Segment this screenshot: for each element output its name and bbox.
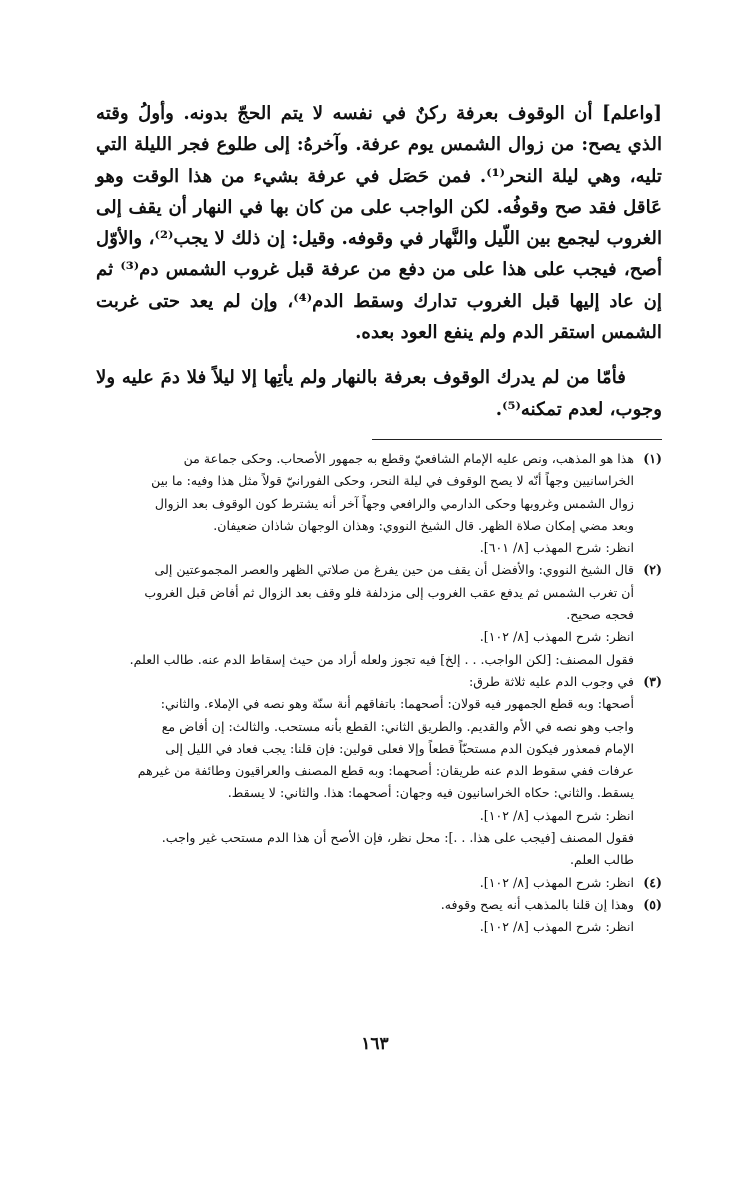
page-number: ١٦٣ [361,1034,389,1054]
footnote-line: عرفات ففي سقوط الدم عنه طريقان: أصحهما: وبه قطع المصنف والعراقيون وطائفة من غيرهم [137,763,634,779]
footnote-number: (٢) [643,562,662,578]
main-text [96,98,662,425]
footnote-line: الإمام فمعذور فيكون الدم مستحبّاً قطعاً وإلا فعلى قولين: فإن قلنا: يجب فعاد في الليل إلى [165,740,634,756]
footnotes [96,448,662,939]
footnote-line: انظر: شرح المهذب [٨/ ١٠٢]. [479,807,634,823]
footnote-line: فقول المصنف: [لكن الواجب. . . إلخ] فيه تجوز ولعله أراد من حيث إسقاط الدم عنه. طالب العلم. [129,651,634,667]
page-content [96,98,662,939]
footnote-line: أن تغرب الشمس ثم يدفع عقب الغروب إلى مزدلفة فلو وقف بعد الزوال ثم أفاض قبل الغروب [144,584,634,600]
footnote-line: انظر: شرح المهذب [٨/ ٦٠١]. [479,540,634,556]
footnote-number: (١) [643,450,662,466]
paragraph-1: [واعلم] أن الوقوف بعرفة ركنٌ في نفسه لا يتم الحجّ بدونه. وأولُ وقته الذي يصح: من زوال الشمس يوم عرفة. وآخرهُ: إلى طلوع فجر الليلة التي تليه، وهي ليلة النحر⁽¹⁾. فمن حَصَل في عرفة بشيء من هذا الوقت وهو عَاقل فقد صح وقوفُه. لكن الواجب على من كان بها في النهار أن يقف إلى الغروب ليجمع بين اللّيل والنَّهار في وقوفه. وقيل: إن ذلك لا يجب⁽²⁾، والأوّل أصح، فيجب على هذا على من دفع من عرفة قبل غروب الشمس دم⁽³⁾ ثم إن عاد إليها قبل الغروب تدارك وسقط الدم⁽⁴⁾، وإن لم يعد حتى غربت الشمس استقر الدم ولم ينفع العود بعده. [96,103,663,344]
footnote-1 [96,448,662,559]
footnote-line: طالب العلم. [569,852,634,868]
footnote-3 [96,671,662,872]
footnote-line: واجب وهو نصه في الأم والقديم. والطريق الثاني: القطع بأنه مستحب. والثالث: إن أفاض مع [161,718,634,734]
footnote-line: زوال الشمس وغروبها وحكى الدارمي والرافعي وجهاً آخر أنه يشترط كون الوقوف بعد الزوال [154,495,634,511]
footnote-number: (٣) [643,673,662,689]
footnote-line: قال الشيخ النووي: والأفضل أن يقف من حين يفرغ من صلاتي الظهر والعصر المجموعتين إلى [154,562,634,578]
paragraph-2: فأمّا من لم يدرك الوقوف بعرفة بالنهار ولم يأتِها إلا ليلاً فلا دمَ عليه ولا وجوب، لعدم تمكنه⁽⁵⁾. [96,367,662,420]
footnote-5 [96,894,662,939]
footnote-line: انظر: شرح المهذب [٨/ ١٠٢]. [479,874,634,890]
footnote-line: هذا هو المذهب، ونص عليه الإمام الشافعيّ وقطع به جمهور الأصحاب. وحكى جماعة من [183,450,634,466]
footnote-line: يسقط. والثاني: حكاه الخراسانيون فيه وجهان: أصحهما: هذا. والثاني: لا يسقط. [227,785,634,801]
footnote-line: أصحها: وبه قطع الجمهور فيه قولان: أصحهما: باتفاقهم أنة سنّة وهو نصه في الإملاء. والثاني: [160,696,634,712]
footnote-line: وهذا إن قلنا بالمذهب أنه يصح وقوفه. [440,896,634,912]
footnote-line: وبعد مضي إمكان صلاة الظهر. قال الشيخ النووي: وهذان الوجهان شاذان ضعيفان. [213,517,634,533]
footnote-number: (٥) [643,896,662,912]
footnote-line: فقول المصنف [فيجب على هذا. . .]: محل نظر، فإن الأصح أن هذا الدم مستحب غير واجب. [161,830,634,846]
footnote-line: في وجوب الدم عليه ثلاثة طرق: [468,673,634,689]
footnote-2 [96,559,662,670]
footnote-line: الخراسانيين وجهاً أنّه لا يصح الوقوف في ليلة النحر، وحكى الفورانيّ قولاً مثل هذا وفيه: ما بين [151,473,634,489]
footnote-separator [372,439,662,440]
footnote-number: (٤) [643,874,662,890]
footnote-line: فحجه صحيح. [566,607,634,623]
footnote-line: انظر: شرح المهذب [٨/ ١٠٢]. [479,919,634,935]
footnote-4 [96,872,662,894]
footnote-line: انظر: شرح المهذب [٨/ ١٠٢]. [479,629,634,645]
